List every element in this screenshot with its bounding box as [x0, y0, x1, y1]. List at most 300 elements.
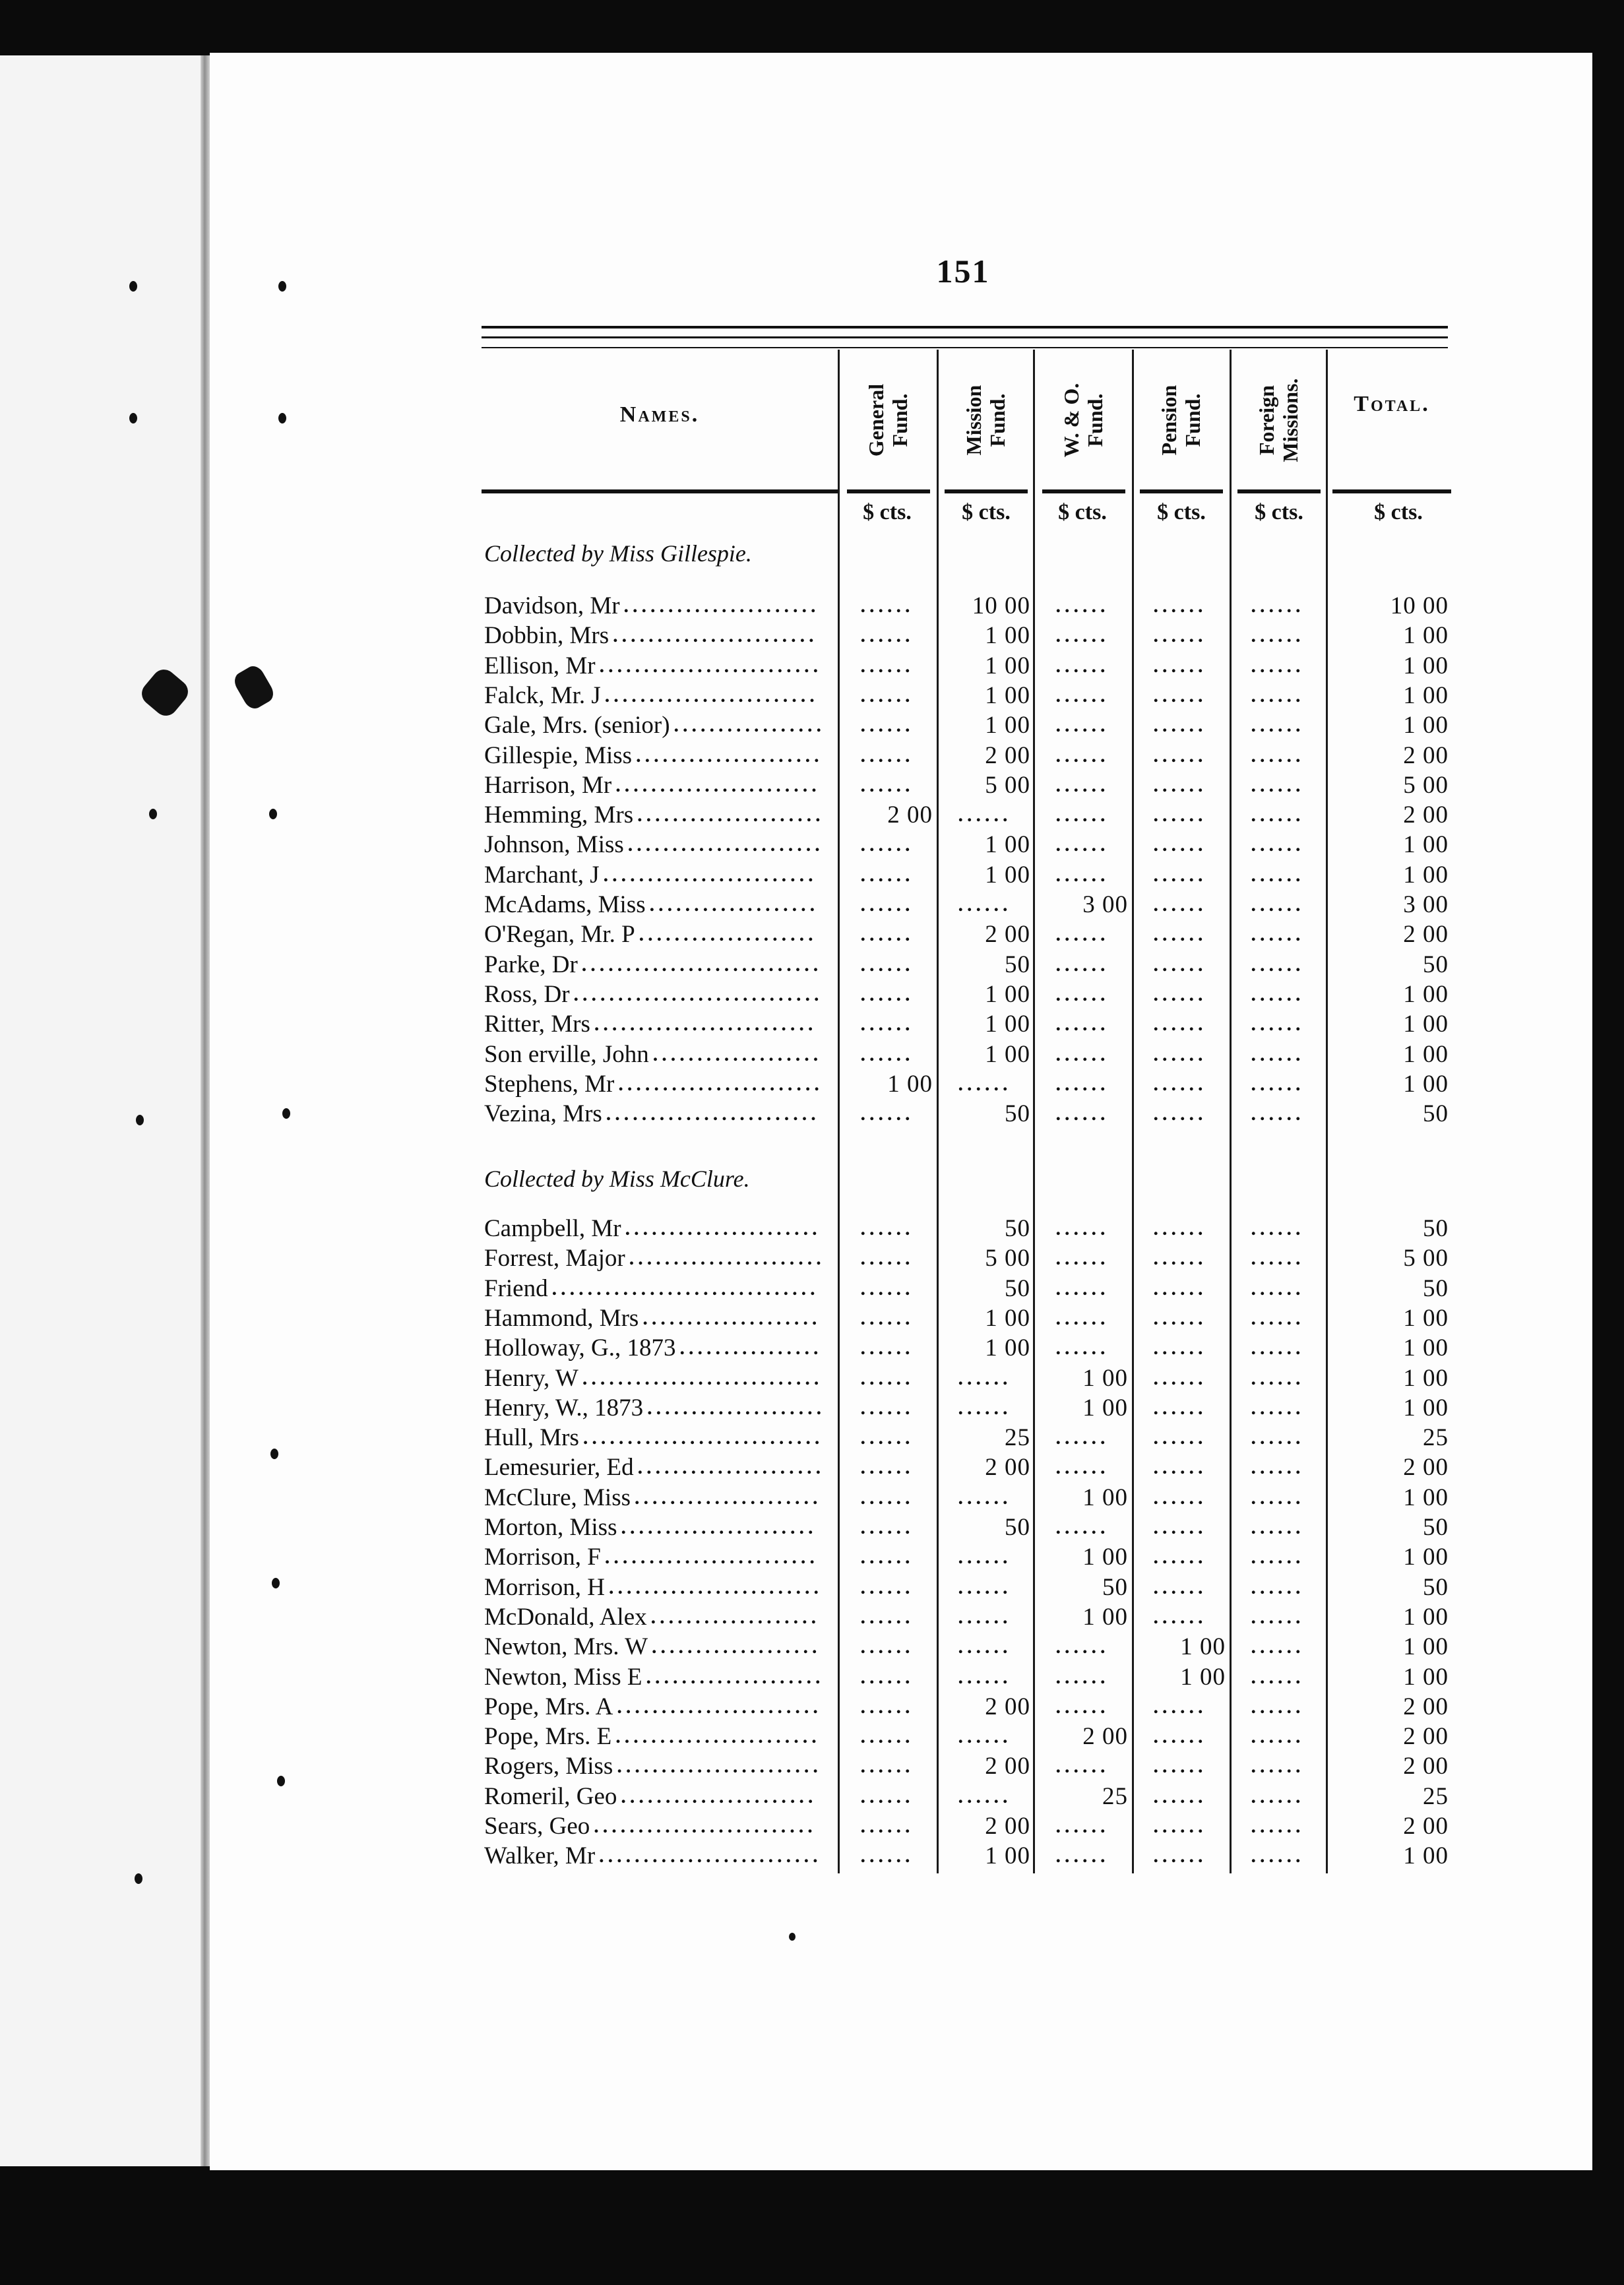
donor-name: Davidson, Mr — [484, 592, 620, 619]
donor-name: Parke, Dr — [484, 951, 578, 978]
empty-cell-dots: ...... — [958, 804, 1012, 826]
binding-mark — [129, 413, 137, 423]
empty-cell-dots: ...... — [860, 1247, 914, 1269]
donor-name: Stephens, Mr — [484, 1071, 615, 1098]
empty-cell-dots: ...... — [1251, 595, 1305, 617]
empty-cell-dots: ...... — [1055, 864, 1109, 886]
empty-cell-dots: ...... — [1251, 864, 1305, 886]
empty-cell-dots: ...... — [1251, 774, 1305, 796]
empty-cell-dots: ...... — [958, 1073, 1012, 1095]
empty-cell-dots: ...... — [1055, 804, 1109, 826]
table-row — [0, 1513, 1624, 1543]
empty-cell-dots: ...... — [860, 864, 914, 886]
row-total: 1 00 — [1403, 861, 1449, 889]
row-total: 2 00 — [1403, 1454, 1449, 1481]
amount-cell: 50 — [1005, 951, 1030, 978]
empty-cell-dots: ...... — [860, 1815, 914, 1837]
empty-cell-dots: ...... — [1251, 1073, 1305, 1095]
donor-name: Rogers, Miss — [484, 1753, 613, 1780]
empty-cell-dots: ...... — [1251, 1337, 1305, 1359]
empty-cell-dots: ...... — [860, 1517, 914, 1538]
wo-fund-header — [1034, 351, 1132, 489]
empty-cell-dots: ...... — [1055, 1044, 1109, 1065]
empty-cell-dots: ...... — [860, 1307, 914, 1329]
row-total: 50 — [1423, 1215, 1449, 1242]
empty-cell-dots: ...... — [958, 1367, 1012, 1389]
empty-cell-dots: ...... — [1251, 804, 1305, 826]
row-total: 10 00 — [1390, 592, 1449, 619]
donor-name: Falck, Mr. J — [484, 682, 601, 709]
table-row — [0, 681, 1624, 711]
table-row — [0, 651, 1624, 681]
header-underline — [1237, 489, 1321, 493]
leader-dots: ..................... — [636, 745, 823, 767]
empty-cell-dots: ...... — [1153, 1456, 1207, 1478]
leader-dots: ...................... — [621, 1786, 817, 1807]
amount-cell: 1 00 — [985, 622, 1030, 649]
empty-cell-dots: ...... — [1251, 1815, 1305, 1837]
empty-cell-dots: ...... — [860, 1845, 914, 1867]
empty-cell-dots: ...... — [1153, 1103, 1207, 1125]
table-row — [0, 1811, 1624, 1842]
empty-cell-dots: ...... — [1251, 1013, 1305, 1035]
donor-name: Dobbin, Mrs — [484, 622, 609, 649]
row-total: 50 — [1423, 1100, 1449, 1127]
empty-cell-dots: ...... — [1251, 1278, 1305, 1299]
table-row — [0, 591, 1624, 621]
header-underline — [482, 489, 838, 493]
table-row — [0, 830, 1624, 860]
empty-cell-dots: ...... — [1055, 745, 1109, 767]
empty-cell-dots: ...... — [860, 1397, 914, 1419]
table-row — [0, 741, 1624, 771]
table-row — [0, 1483, 1624, 1513]
amount-cell: 1 00 — [985, 831, 1030, 858]
donor-name: Gillespie, Miss — [484, 742, 633, 769]
donor-name: Morrison, H — [484, 1574, 605, 1601]
donor-name: Ross, Dr — [484, 981, 570, 1008]
leader-dots: ........................ — [604, 1546, 819, 1568]
donor-name: Morrison, F — [484, 1544, 601, 1571]
empty-cell-dots: ...... — [1251, 1845, 1305, 1867]
empty-cell-dots: ...... — [860, 834, 914, 856]
empty-cell-dots: ...... — [860, 894, 914, 916]
header-underline — [1140, 489, 1223, 493]
amount-cell: 50 — [1005, 1275, 1030, 1302]
leader-dots: .............................. — [551, 1278, 819, 1299]
empty-cell-dots: ...... — [1153, 1726, 1207, 1747]
amount-cell: 50 — [1005, 1100, 1030, 1127]
empty-cell-dots: ...... — [1251, 984, 1305, 1005]
leader-dots: ..................... — [635, 1487, 822, 1509]
row-total: 5 00 — [1403, 772, 1449, 799]
row-total: 50 — [1423, 1275, 1449, 1302]
table-row — [0, 1692, 1624, 1722]
empty-cell-dots: ...... — [860, 1786, 914, 1807]
table-row — [0, 1274, 1624, 1304]
table-row — [0, 860, 1624, 891]
amount-cell: 2 00 — [1082, 1723, 1128, 1750]
row-total: 1 00 — [1403, 1633, 1449, 1660]
donor-name: Walker, Mr — [484, 1842, 596, 1869]
empty-cell-dots: ...... — [1153, 595, 1207, 617]
empty-cell-dots: ...... — [1055, 1218, 1109, 1239]
table-row — [0, 1009, 1624, 1040]
empty-cell-dots: ...... — [1153, 1786, 1207, 1807]
donor-name: O'Regan, Mr. P — [484, 921, 635, 948]
empty-cell-dots: ...... — [1153, 1696, 1207, 1718]
empty-cell-dots: ...... — [1153, 1815, 1207, 1837]
leader-dots: ....................... — [618, 1073, 823, 1095]
empty-cell-dots: ...... — [1251, 1755, 1305, 1777]
empty-cell-dots: ...... — [1153, 1517, 1207, 1538]
empty-cell-dots: ...... — [1251, 1786, 1305, 1807]
amount-cell: 1 00 — [1082, 1394, 1128, 1422]
top-rule — [482, 347, 1448, 348]
donor-name: Vezina, Mrs — [484, 1100, 602, 1127]
amount-cell: 1 00 — [985, 1842, 1030, 1869]
amount-cell: 25 — [1005, 1424, 1030, 1451]
row-total: 1 00 — [1403, 831, 1449, 858]
empty-cell-dots: ...... — [860, 954, 914, 976]
row-total: 2 00 — [1403, 801, 1449, 829]
unit-label: $ cts. — [1374, 500, 1423, 524]
empty-cell-dots: ...... — [1153, 1337, 1207, 1359]
amount-cell: 50 — [1005, 1215, 1030, 1242]
donor-name: Hemming, Mrs — [484, 801, 634, 829]
donor-name: Harrison, Mr — [484, 772, 612, 799]
donor-name: Pope, Mrs. E — [484, 1723, 612, 1750]
table-row — [0, 980, 1624, 1010]
amount-cell: 5 00 — [985, 1245, 1030, 1272]
donor-name: Holloway, G., 1873 — [484, 1334, 676, 1362]
header-underline — [945, 489, 1028, 493]
leader-dots: ........................... — [582, 1367, 823, 1389]
donor-name: Henry, W., 1873 — [484, 1394, 644, 1422]
empty-cell-dots: ...... — [1153, 1755, 1207, 1777]
amount-cell: 3 00 — [1082, 891, 1128, 918]
row-total: 25 — [1423, 1783, 1449, 1810]
amount-cell: 10 00 — [972, 592, 1030, 619]
empty-cell-dots: ...... — [1153, 834, 1207, 856]
table-row — [0, 1303, 1624, 1334]
empty-cell-dots: ...... — [1251, 685, 1305, 706]
top-rule — [482, 326, 1448, 329]
empty-cell-dots: ...... — [860, 1044, 914, 1065]
row-total: 1 00 — [1403, 1011, 1449, 1038]
donor-name: Friend — [484, 1275, 548, 1302]
empty-cell-dots: ...... — [860, 1666, 914, 1688]
table-row — [0, 1632, 1624, 1662]
empty-cell-dots: ...... — [1251, 1546, 1305, 1568]
donor-name: Campbell, Mr — [484, 1215, 621, 1242]
leader-dots: .................... — [647, 1397, 826, 1419]
table-row — [0, 890, 1624, 920]
foreign-missions-label: Foreign Missions. — [1255, 378, 1302, 462]
empty-cell-dots: ...... — [860, 1487, 914, 1509]
empty-cell-dots: ...... — [1153, 894, 1207, 916]
row-total: 1 00 — [1403, 1842, 1449, 1869]
row-total: 2 00 — [1403, 921, 1449, 948]
empty-cell-dots: ...... — [860, 1546, 914, 1568]
leader-dots: .................... — [639, 923, 817, 945]
leader-dots: ................... — [649, 894, 819, 916]
row-total: 1 00 — [1403, 981, 1449, 1008]
leader-dots: ................. — [673, 714, 826, 736]
row-total: 50 — [1423, 1574, 1449, 1601]
table-row — [0, 1722, 1624, 1752]
amount-cell: 1 00 — [985, 652, 1030, 679]
leader-dots: ........................ — [603, 864, 817, 886]
table-row — [0, 950, 1624, 980]
empty-cell-dots: ...... — [1251, 1103, 1305, 1125]
empty-cell-dots: ...... — [1153, 923, 1207, 945]
empty-cell-dots: ...... — [1153, 1073, 1207, 1095]
top-rule — [482, 336, 1448, 338]
table-row — [0, 1363, 1624, 1394]
empty-cell-dots: ...... — [1055, 1337, 1109, 1359]
amount-cell: 2 00 — [985, 1454, 1030, 1481]
empty-cell-dots: ...... — [1055, 923, 1109, 945]
amount-cell: 1 00 — [1082, 1544, 1128, 1571]
amount-cell: 1 00 — [1180, 1664, 1226, 1691]
unit-label: $ cts. — [1058, 500, 1107, 524]
leader-dots: ...................... — [621, 1517, 817, 1538]
row-total: 1 00 — [1403, 1484, 1449, 1511]
unit-label: $ cts. — [1157, 500, 1206, 524]
row-total: 1 00 — [1403, 1544, 1449, 1571]
table-row — [0, 1453, 1624, 1483]
donor-name: Lemesurier, Ed — [484, 1454, 634, 1481]
empty-cell-dots: ...... — [1055, 1845, 1109, 1867]
leader-dots: ............................ — [573, 984, 823, 1005]
table-row — [0, 920, 1624, 950]
table-row — [0, 1069, 1624, 1100]
empty-cell-dots: ...... — [860, 1427, 914, 1449]
leader-dots: ...................... — [629, 1247, 825, 1269]
binding-mark — [278, 413, 286, 423]
donor-name: Marchant, J — [484, 861, 600, 889]
row-total: 1 00 — [1403, 1041, 1449, 1068]
empty-cell-dots: ...... — [1153, 1247, 1207, 1269]
amount-cell: 1 00 — [1082, 1604, 1128, 1631]
empty-cell-dots: ...... — [1251, 1606, 1305, 1628]
table-row — [0, 1423, 1624, 1453]
leader-dots: ....................... — [617, 1696, 822, 1718]
empty-cell-dots: ...... — [1153, 1218, 1207, 1239]
amount-cell: 1 00 — [985, 981, 1030, 1008]
empty-cell-dots: ...... — [958, 1666, 1012, 1688]
empty-cell-dots: ...... — [1055, 1815, 1109, 1837]
row-total: 1 00 — [1403, 652, 1449, 679]
empty-cell-dots: ...... — [860, 685, 914, 706]
donor-name: McClure, Miss — [484, 1484, 631, 1511]
amount-cell: 25 — [1102, 1783, 1128, 1810]
row-total: 1 00 — [1403, 1664, 1449, 1691]
leader-dots: ....................... — [613, 625, 818, 646]
amount-cell: 2 00 — [985, 921, 1030, 948]
empty-cell-dots: ...... — [1153, 804, 1207, 826]
table-row — [0, 1602, 1624, 1633]
leader-dots: ...................... — [623, 595, 820, 617]
empty-cell-dots: ...... — [1153, 1487, 1207, 1509]
empty-cell-dots: ...... — [1153, 625, 1207, 646]
empty-cell-dots: ...... — [860, 1013, 914, 1035]
empty-cell-dots: ...... — [958, 1786, 1012, 1807]
section-title: Collected by Miss Gillespie. — [484, 540, 752, 567]
empty-cell-dots: ...... — [1251, 1307, 1305, 1329]
leader-dots: ........................ — [608, 1577, 823, 1598]
table-row — [0, 1393, 1624, 1424]
donor-name: McDonald, Alex — [484, 1604, 647, 1631]
empty-cell-dots: ...... — [958, 1577, 1012, 1598]
leader-dots: ......................... — [594, 1815, 817, 1837]
table-row — [0, 1751, 1624, 1782]
table-row — [0, 1333, 1624, 1363]
empty-cell-dots: ...... — [1055, 834, 1109, 856]
amount-cell: 5 00 — [985, 772, 1030, 799]
leader-dots: ...................... — [627, 834, 824, 856]
foreign-missions-header — [1230, 351, 1327, 489]
empty-cell-dots: ...... — [860, 1218, 914, 1239]
empty-cell-dots: ...... — [1153, 1044, 1207, 1065]
empty-cell-dots: ...... — [1153, 1606, 1207, 1628]
empty-cell-dots: ...... — [958, 1636, 1012, 1658]
empty-cell-dots: ...... — [1055, 1247, 1109, 1269]
empty-cell-dots: ...... — [1055, 1517, 1109, 1538]
page-number: 151 — [936, 253, 990, 290]
empty-cell-dots: ...... — [1055, 714, 1109, 736]
empty-cell-dots: ...... — [1055, 1278, 1109, 1299]
header-underline — [1332, 489, 1451, 493]
row-total: 1 00 — [1403, 1604, 1449, 1631]
empty-cell-dots: ...... — [860, 984, 914, 1005]
empty-cell-dots: ...... — [860, 655, 914, 677]
empty-cell-dots: ...... — [1153, 745, 1207, 767]
header-underline — [847, 489, 930, 493]
donor-name: Forrest, Major — [484, 1245, 625, 1272]
empty-cell-dots: ...... — [860, 625, 914, 646]
empty-cell-dots: ...... — [1251, 1218, 1305, 1239]
empty-cell-dots: ...... — [860, 1696, 914, 1718]
empty-cell-dots: ...... — [1251, 1666, 1305, 1688]
amount-cell: 2 00 — [985, 1813, 1030, 1840]
row-total: 1 00 — [1403, 682, 1449, 709]
table-row — [0, 1243, 1624, 1274]
empty-cell-dots: ...... — [1153, 1845, 1207, 1867]
row-total: 2 00 — [1403, 1753, 1449, 1780]
empty-cell-dots: ...... — [1055, 1073, 1109, 1095]
pension-fund-label: Pension Fund. — [1157, 385, 1204, 456]
table-row — [0, 710, 1624, 741]
empty-cell-dots: ...... — [860, 595, 914, 617]
amount-cell: 1 00 — [985, 1041, 1030, 1068]
empty-cell-dots: ...... — [1055, 1307, 1109, 1329]
empty-cell-dots: ...... — [1251, 834, 1305, 856]
leader-dots: ........................ — [606, 1103, 820, 1125]
empty-cell-dots: ...... — [1153, 1367, 1207, 1389]
table-row — [0, 1573, 1624, 1603]
amount-cell: 1 00 — [887, 1071, 933, 1098]
donor-name: Henry, W — [484, 1365, 578, 1392]
general-fund-label: General Fund. — [864, 383, 912, 457]
empty-cell-dots: ...... — [860, 1606, 914, 1628]
empty-cell-dots: ...... — [1251, 1517, 1305, 1538]
empty-cell-dots: ...... — [1055, 1427, 1109, 1449]
empty-cell-dots: ...... — [1055, 1636, 1109, 1658]
empty-cell-dots: ...... — [958, 1726, 1012, 1747]
amount-cell: 2 00 — [985, 1693, 1030, 1720]
empty-cell-dots: ...... — [1055, 1666, 1109, 1688]
amount-cell: 50 — [1005, 1514, 1030, 1541]
row-total: 2 00 — [1403, 742, 1449, 769]
row-total: 50 — [1423, 1514, 1449, 1541]
empty-cell-dots: ...... — [1153, 984, 1207, 1005]
empty-cell-dots: ...... — [1251, 1726, 1305, 1747]
binding-mark — [129, 281, 137, 292]
empty-cell-dots: ...... — [1055, 954, 1109, 976]
mission-fund-label: Mission Fund. — [962, 385, 1009, 456]
empty-cell-dots: ...... — [860, 774, 914, 796]
amount-cell: 1 00 — [1082, 1365, 1128, 1392]
amount-cell: 1 00 — [1180, 1633, 1226, 1660]
leader-dots: ..................... — [637, 804, 825, 826]
row-total: 2 00 — [1403, 1693, 1449, 1720]
empty-cell-dots: ...... — [1251, 954, 1305, 976]
leader-dots: ....................... — [615, 1726, 821, 1747]
empty-cell-dots: ...... — [1153, 655, 1207, 677]
donor-name: Romeril, Geo — [484, 1783, 617, 1810]
donor-name: Sears, Geo — [484, 1813, 590, 1840]
donor-name: Ritter, Mrs — [484, 1011, 590, 1038]
row-total: 1 00 — [1403, 1071, 1449, 1098]
leader-dots: ................ — [679, 1337, 823, 1359]
empty-cell-dots: ...... — [1251, 1456, 1305, 1478]
table-row — [0, 1040, 1624, 1070]
binding-mark — [278, 281, 286, 292]
empty-cell-dots: ...... — [1251, 1487, 1305, 1509]
empty-cell-dots: ...... — [1055, 595, 1109, 617]
empty-cell-dots: ...... — [1153, 1427, 1207, 1449]
empty-cell-dots: ...... — [1251, 1247, 1305, 1269]
row-total: 1 00 — [1403, 622, 1449, 649]
general-fund-header — [839, 351, 937, 489]
unit-label: $ cts. — [1255, 500, 1303, 524]
leader-dots: ................... — [652, 1044, 823, 1065]
amount-cell: 1 00 — [1082, 1484, 1128, 1511]
unit-label: $ cts. — [962, 500, 1011, 524]
empty-cell-dots: ...... — [1055, 1755, 1109, 1777]
empty-cell-dots: ...... — [1251, 923, 1305, 945]
empty-cell-dots: ...... — [1251, 745, 1305, 767]
empty-cell-dots: ...... — [958, 1487, 1012, 1509]
donor-name: Hull, Mrs — [484, 1424, 579, 1451]
amount-cell: 1 00 — [985, 1305, 1030, 1332]
amount-cell: 50 — [1102, 1574, 1128, 1601]
mission-fund-header — [937, 351, 1034, 489]
row-total: 1 00 — [1403, 712, 1449, 739]
leader-dots: ......................... — [599, 1845, 822, 1867]
empty-cell-dots: ...... — [1251, 1636, 1305, 1658]
empty-cell-dots: ...... — [1153, 1278, 1207, 1299]
empty-cell-dots: ...... — [860, 1726, 914, 1747]
empty-cell-dots: ...... — [1251, 714, 1305, 736]
pension-fund-header — [1132, 351, 1230, 489]
empty-cell-dots: ...... — [1251, 655, 1305, 677]
table-row — [0, 1841, 1624, 1871]
donor-name: Johnson, Miss — [484, 831, 624, 858]
row-total: 5 00 — [1403, 1245, 1449, 1272]
